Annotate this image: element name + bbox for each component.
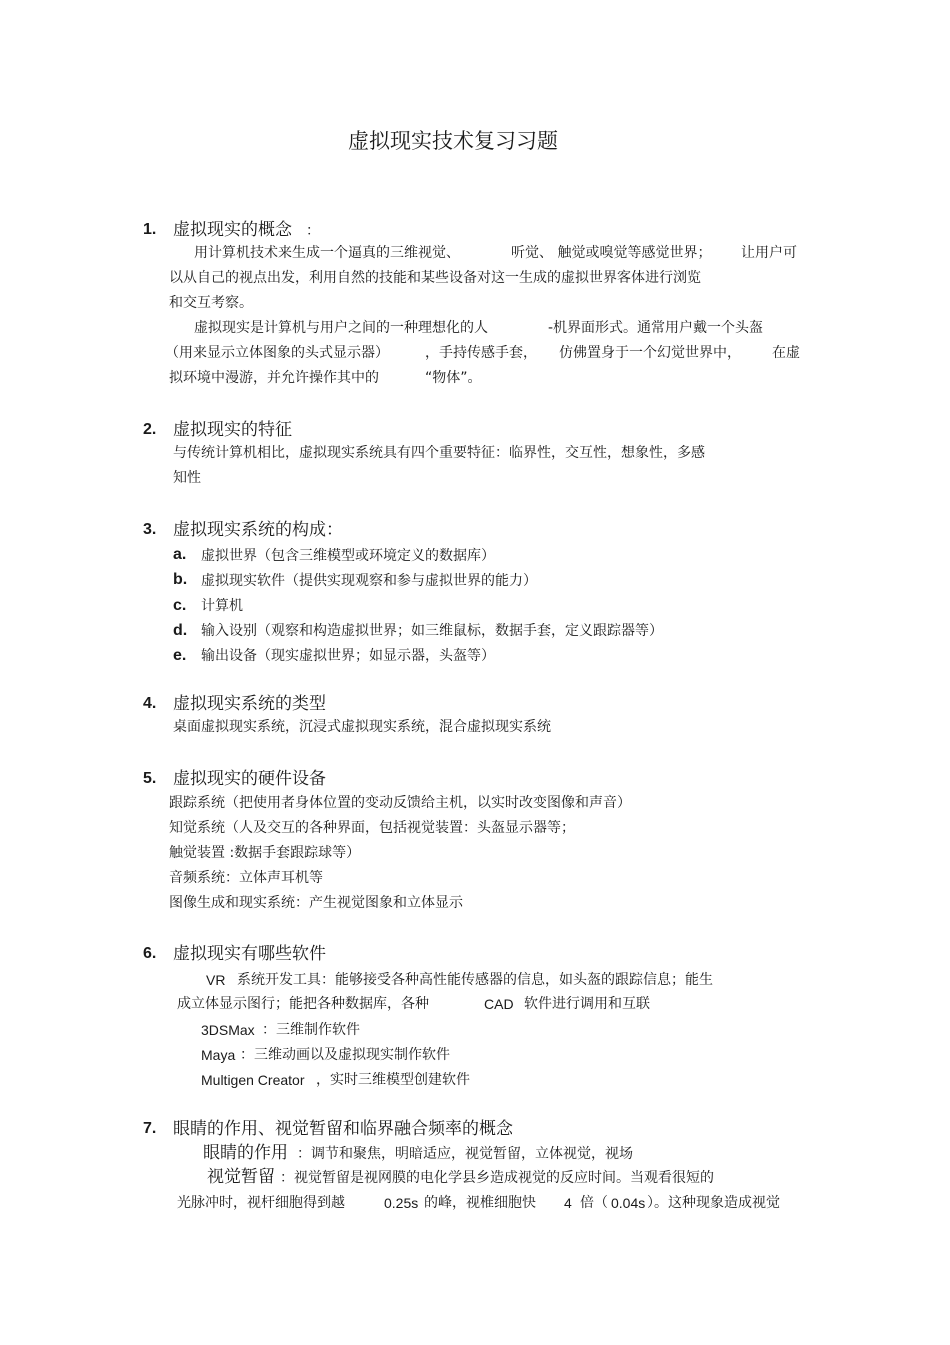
section-heading: 眼睛的作用、视觉暂留和临界融合频率的概念 (173, 1119, 513, 1139)
list-item: 虚拟世界（包含三维模型或环境定义的数据库） (201, 548, 495, 564)
list-item: 输出设备（现实虚拟世界；如显示器，头盔等） (201, 648, 495, 664)
paragraph-line: 与传统计算机相比，虚拟现实系统具有四个重要特征：临界性，交互性，想象性，多感 (173, 445, 705, 461)
paragraph-line: 听觉、 触觉或嗅觉等感觉世界； (511, 245, 712, 261)
paragraph-line: 桌面虚拟现实系统，沉浸式虚拟现实系统，混合虚拟现实系统 (173, 719, 551, 735)
section-heading: 虚拟现实的概念 (173, 220, 292, 240)
section-number: 4. (143, 695, 157, 712)
paragraph-line: 让用户可 (741, 245, 797, 261)
paragraph-line: Multigen Creator (201, 1072, 305, 1088)
paragraph-line: 和交互考察。 (169, 295, 253, 311)
paragraph-line: 仿佛置身于一个幻觉世界中， (559, 345, 741, 361)
paragraph-line: ，实时三维模型创建软件 (316, 1072, 470, 1088)
paragraph-line: 音频系统：立体声耳机等 (169, 870, 323, 886)
page-title: 虚拟现实技术复习习题 (348, 129, 558, 153)
list-item: 计算机 (201, 598, 243, 614)
section-number: 1. (143, 221, 157, 238)
section-number: 3. (143, 521, 157, 538)
list-letter: c. (173, 597, 187, 614)
paragraph-line: ：三维制作软件 (262, 1022, 360, 1038)
section-heading: 虚拟现实系统的类型 (173, 694, 326, 714)
paragraph-line: 知觉系统（人及交互的各种界面，包括视觉装置：头盔显示器等； (169, 820, 575, 836)
paragraph-line: 0.25s (384, 1195, 419, 1211)
list-item: 虚拟现实软件（提供实现观察和参与虚拟世界的能力） (201, 573, 537, 589)
term-label: 视觉暂留 (207, 1167, 275, 1187)
paragraph-line: （用来显示立体图象的头式显示器） (165, 345, 389, 361)
paragraph-line: ：视觉暂留是视网膜的电化学县乡造成视觉的反应时间。当观看很短的 (280, 1170, 714, 1186)
paragraph-line: Maya (201, 1047, 236, 1063)
paragraph-line: 图像生成和现实系统：产生视觉图象和立体显示 (169, 895, 463, 911)
paragraph-line: “物体”。 (425, 370, 482, 386)
paragraph-line: 以从自己的视点出发，利用自然的技能和某些设备对这一生成的虚拟世界客体进行浏览 (169, 270, 701, 286)
paragraph-line: 0.04s (611, 1195, 646, 1211)
section-number: 6. (143, 945, 157, 962)
paragraph-line: CAD (484, 996, 514, 1012)
section-number: 5. (143, 770, 157, 787)
paragraph-line: 用计算机技术来生成一个逼真的三维视觉、 (194, 245, 460, 261)
section-heading: 虚拟现实的硬件设备 (173, 769, 326, 789)
list-letter: a. (173, 546, 187, 563)
section-heading: 虚拟现实系统的构成： (173, 520, 343, 540)
paragraph-line: -机界面形式。通常用户戴一个头盔 (548, 320, 764, 336)
paragraph-line: 知性 (173, 470, 201, 486)
section-heading: 虚拟现实有哪些软件 (173, 944, 326, 964)
list-letter: d. (173, 622, 188, 639)
section-heading: 虚拟现实的特征 (173, 420, 292, 440)
paragraph-line: 拟环境中漫游，并允许操作其中的 (169, 370, 379, 386)
paragraph-line: ，手持传感手套， (425, 345, 537, 361)
paragraph-line: ：调节和聚焦，明暗适应，视觉暂留，立体视觉，视场 (297, 1146, 633, 1162)
paragraph-line: 软件进行调用和互联 (524, 996, 650, 1012)
list-item: 输入设别（观察和构造虚拟世界；如三维鼠标，数据手套，定义跟踪器等） (201, 623, 663, 639)
paragraph-line: 在虚 (772, 345, 800, 361)
paragraph-line: 虚拟现实是计算机与用户之间的一种理想化的人 (194, 320, 488, 336)
paragraph-line: 跟踪系统（把使用者身体位置的变动反馈给主机，以实时改变图像和声音） (169, 795, 631, 811)
paragraph-line: ：三维动画以及虚拟现实制作软件 (240, 1047, 450, 1063)
paragraph-line: 3DSMax (201, 1022, 255, 1038)
paragraph-line: 的峰，视椎细胞快 (424, 1195, 536, 1211)
section-number: 2. (143, 421, 157, 438)
paragraph-line: 触觉装置 :数据手套跟踪球等） (169, 845, 361, 861)
heading-colon: ： (306, 223, 320, 239)
term-label: 眼睛的作用 (203, 1143, 288, 1163)
paragraph-line: 光脉冲时，视杆细胞得到越 (177, 1195, 345, 1211)
list-letter: e. (173, 647, 187, 664)
paragraph-line: 成立体显示图行；能把各种数据库，各种 (177, 996, 429, 1012)
paragraph-line: ）。这种现象造成视觉 (647, 1195, 780, 1211)
paragraph-line: 系统开发工具：能够接受各种高性能传感器的信息，如头盔的跟踪信息；能生 (237, 972, 713, 988)
paragraph-line: 倍（ (580, 1195, 608, 1211)
paragraph-line: VR (206, 972, 226, 988)
paragraph-line: 4 (564, 1195, 572, 1211)
section-number: 7. (143, 1120, 157, 1137)
list-letter: b. (173, 571, 188, 588)
